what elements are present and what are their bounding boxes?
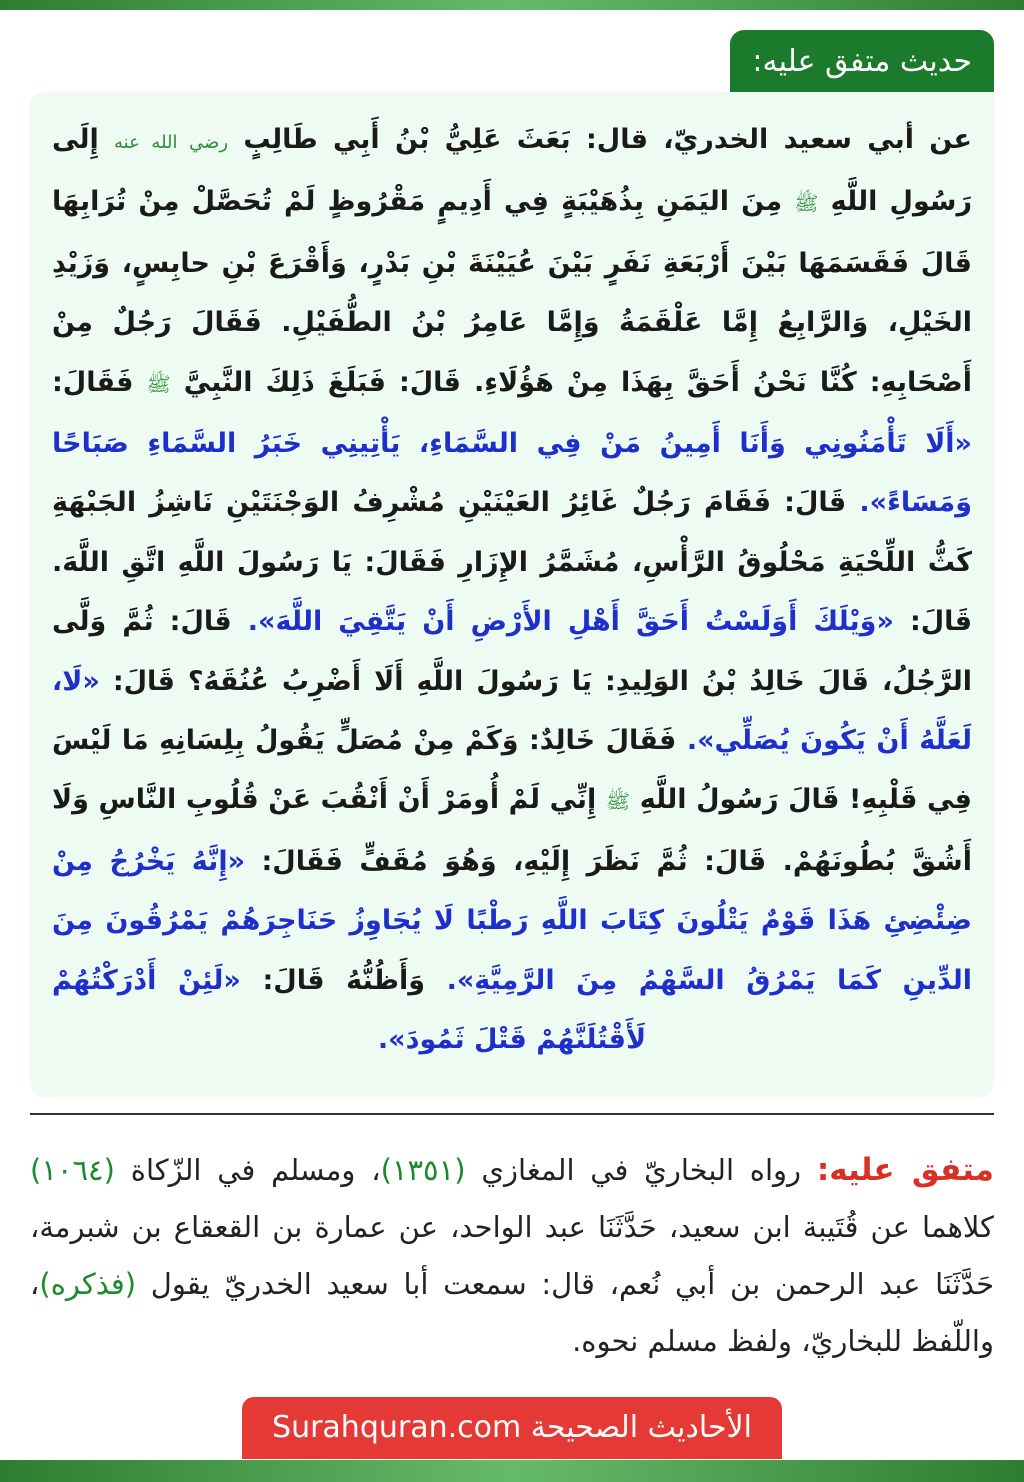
page-title: حديث متفق عليه:	[730, 30, 994, 94]
divider	[30, 1113, 994, 1115]
narration: وَأَظُنُّهُ قَالَ:	[240, 964, 447, 996]
source-text: ، ومسلم في الزّكاة	[114, 1153, 381, 1187]
narration: عن أبي سعيد الخدريّ، قال: بَعَثَ عَلِيُّ بْنُ أَبِي طَالِبٍ	[243, 124, 972, 155]
prophet-speech: «أَلَا تَأْمَنُونِي وَأَنَا أَمِينُ مَنْ فِي السَّمَاءِ، يَأْتِينِي خَبَرُ السَّمَاءِ صَبَاحًا وَمَسَاءً».	[52, 428, 972, 519]
muslim-reference: (١٠٦٤)	[30, 1153, 115, 1187]
salallahu-alayhi-wasallam-icon: ﷺ	[794, 191, 819, 216]
prophet-speech: «وَيْلَكَ أَوَلَسْتُ أَحَقَّ أَهْلِ الأَرْضِ أَنْ يَتَّقِيَ اللَّهَ».	[247, 606, 894, 638]
narration: قَالَ: ثُمَّ وَلَّى الرَّجُلُ، قَالَ خَالِدُ بْنُ الوَلِيدِ: يَا رَسُولَ اللَّهِ أَلَا أَضْرِبُ عُنُقَهُ؟ قَالَ:	[52, 606, 972, 697]
site-badge[interactable]: الأحاديث الصحيحة Surahquran.com	[242, 1397, 782, 1459]
narration: إِلَى رَسُولِ اللَّهِ	[52, 124, 972, 218]
bukhari-reference: (١٣٥١)	[380, 1153, 466, 1187]
source-label: متفق عليه:	[816, 1152, 995, 1188]
hadith-text	[52, 110, 972, 1070]
fadhakarahu-note: (فذكره)	[39, 1267, 137, 1301]
source-text: ، واللّفظ للبخاريّ، ولفظ مسلم نحوه.	[30, 1267, 994, 1358]
narration: قَالَ: فَقَامَ رَجُلٌ غَائِرُ العَيْنَيْنِ مُشْرِفُ الوَجْنَتَيْنِ نَاشِزُ الجَبْهَةِ كَثُّ اللِّحْيَةِ مَحْلُوقُ الرَّأْسِ، مُشَمَّرُ الإِزَارِ فَقَالَ: يَا رَسُولَ اللَّهِ اتَّقِ اللَّهَ. قَالَ:	[52, 487, 972, 638]
narration: فَقَالَ خَالِدٌ: وَكَمْ مِنْ مُصَلٍّ يَقُولُ بِلِسَانِهِ مَا لَيْسَ فِي قَلْبِهِ! قَالَ رَسُولُ اللَّهِ	[52, 725, 972, 816]
radiallahu-anhu-icon: رضي الله عنه	[114, 132, 229, 153]
salallahu-alayhi-wasallam-icon: ﷺ	[146, 371, 171, 396]
bottom-decor-bar	[0, 1460, 1024, 1482]
top-decor-bar	[0, 0, 1024, 10]
source-text: كلاهما عن قُتَيبة ابن سعيد، حَدَّثَنَا عبد الواحد، عن عمارة بن القعقاع بن شبرمة، حَدَّثَنَا عبد الرحمن بن أبي نُعم، قال: سمعت أبا سعيد الخدريّ يقول	[30, 1210, 994, 1301]
narration: مِنَ اليَمَنِ بِذُهَيْبَةٍ فِي أَدِيمٍ مَقْرُوظٍ لَمْ تُحَصَّلْ مِنْ تُرَابِهَا قَالَ فَقَسَمَهَا بَيْنَ أَرْبَعَةِ نَفَرٍ بَيْنَ عُيَيْنَةَ بْنِ بَدْرٍ، وَأَقْرَعَ بْنِ حابِسٍ، وَزَيْدِ الخَيْلِ، وَالرَّابِعُ إِمَّا عَلْقَمَةُ وَإِمَّا عَامِرُ بْنُ الطُّفَيْلِ. فَقَالَ رَجُلٌ مِنْ أَصْحَابِهِ: كُنَّا نَحْنُ أَحَقَّ بِهَذَا مِنْ هَؤُلَاءِ. قَالَ: فَبَلَغَ ذَلِكَ النَّبِيَّ	[52, 186, 973, 398]
source-citation	[30, 1142, 994, 1370]
narration: إِنِّي لَمْ أُومَرْ أَنْ أَنْقُبَ عَنْ قُلُوبِ النَّاسِ وَلَا أَشُقَّ بُطُونَهُمْ. قَالَ: ثُمَّ نَظَرَ إِلَيْهِ، وَهُوَ مُقَفٍّ فَقَالَ:	[52, 784, 972, 877]
prophet-speech: «لَا، لَعَلَّهُ أَنْ يَكُونَ يُصَلِّي».	[52, 665, 973, 757]
prophet-speech: «إِنَّهُ يَخْرُجُ مِنْ ضِئْضِئِ هَذَا قَوْمٌ يَتْلُونَ كِتَابَ اللَّهِ رَطْبًا لَا يُجَاوِزُ حَنَاجِرَهُمْ يَمْرُقُونَ مِنَ الدِّينِ كَمَا يَمْرُقُ السَّهْمُ مِنَ الرَّمِيَّةِ».	[52, 845, 972, 996]
narration: فَقَالَ:	[52, 366, 147, 398]
salallahu-alayhi-wasallam-icon: ﷺ	[605, 789, 631, 814]
source-text: رواه البخاريّ في المغازي	[465, 1153, 817, 1187]
hadith-box	[30, 92, 994, 1097]
prophet-speech: «لَئِنْ أَدْرَكْتُهُمْ لَأَقْتُلَنَّهُمْ قَتْلَ ثَمُودَ».	[52, 964, 647, 1056]
